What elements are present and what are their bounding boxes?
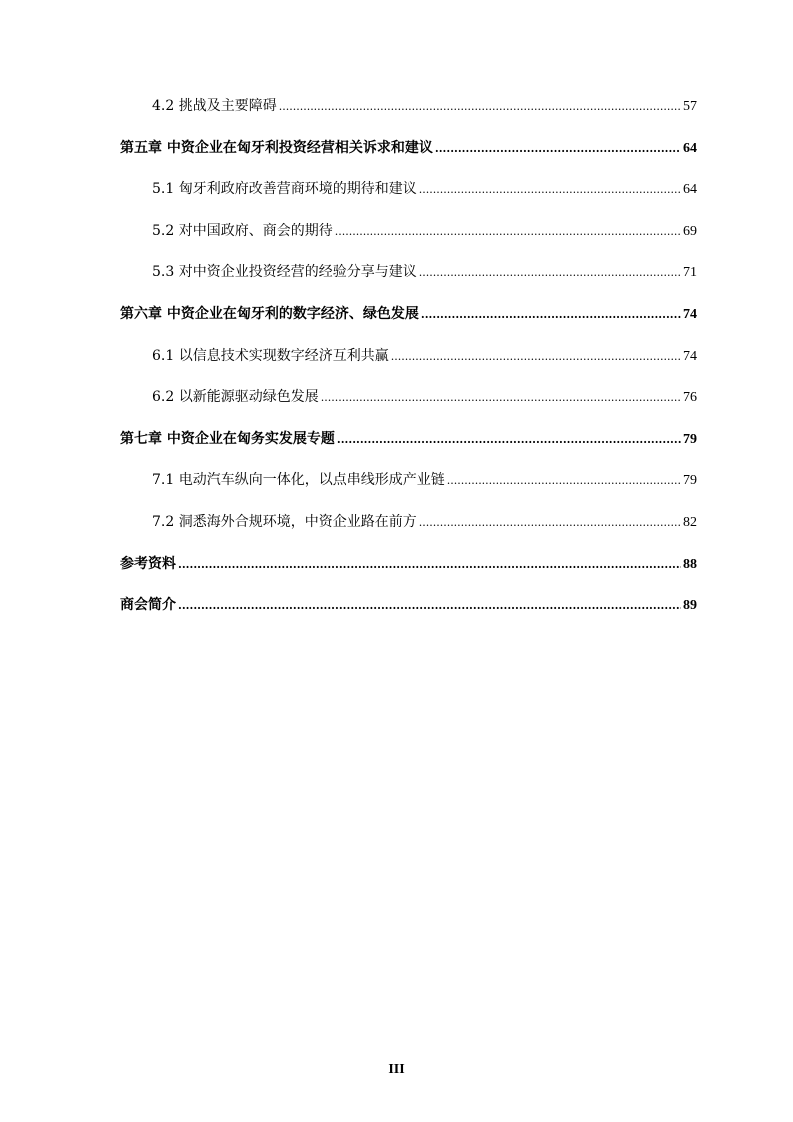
toc-entry-title: 商会简介 [120, 597, 176, 614]
toc-dot-leader [391, 346, 681, 367]
toc-entry-title: 5.1 匈牙利政府改善营商环境的期待和建议 [152, 181, 417, 198]
toc-dot-leader [447, 470, 681, 491]
toc-entry-title: 5.3 对中资企业投资经营的经验分享与建议 [152, 264, 417, 281]
toc-dot-leader [335, 221, 681, 242]
toc-chapter-6[interactable] [120, 304, 697, 346]
toc-entry-page: 74 [683, 306, 697, 322]
toc-entry-title: 7.2 洞悉海外合规环境，中资企业路在前方 [152, 513, 417, 530]
toc-entry-7-1[interactable] [120, 470, 697, 512]
toc-references[interactable] [120, 554, 697, 596]
toc-entry-title: 4.2 挑战及主要障碍 [152, 98, 277, 114]
toc-entry-page: 64 [683, 182, 697, 198]
toc-dot-leader [321, 387, 681, 408]
toc-entry-page: 74 [683, 348, 697, 364]
toc-dot-leader [419, 512, 681, 533]
toc-dot-leader [435, 138, 681, 159]
toc-entry-page: 88 [683, 556, 697, 572]
toc-entry-title: 参考资料 [120, 555, 176, 572]
toc-entry-title: 6.1 以信息技术实现数字经济互利共赢 [152, 347, 389, 364]
toc-dot-leader [421, 304, 681, 325]
toc-entry-6-2[interactable] [120, 387, 697, 429]
toc-entry-title: 6.2 以新能源驱动绿色发展 [152, 389, 319, 406]
toc-dot-leader [279, 96, 681, 117]
toc-dot-leader [419, 262, 681, 283]
toc-entry-page: 82 [683, 514, 697, 530]
toc-entry-title: 5.2 对中国政府、商会的期待 [152, 222, 333, 239]
toc-entry-page: 71 [683, 265, 697, 281]
toc-entry-4-2[interactable] [120, 96, 697, 138]
toc-entry-page: 57 [683, 99, 697, 114]
toc-chamber-intro[interactable] [120, 595, 697, 637]
page-number: III [388, 1062, 405, 1077]
toc-dot-leader [337, 429, 681, 450]
toc-entry-title: 7.1 电动汽车纵向一体化，以点串线形成产业链 [152, 472, 445, 489]
toc-entry-page: 79 [683, 431, 697, 447]
table-of-contents [120, 96, 697, 637]
toc-chapter-7[interactable] [120, 429, 697, 471]
toc-dot-leader [178, 554, 681, 575]
toc-entry-5-1[interactable] [120, 179, 697, 221]
toc-entry-title: 第六章 中资企业在匈牙利的数字经济、绿色发展 [120, 305, 419, 322]
toc-entry-page: 76 [683, 390, 697, 406]
toc-entry-title: 第七章 中资企业在匈务实发展专题 [120, 430, 335, 447]
toc-entry-title: 第五章 中资企业在匈牙利投资经营相关诉求和建议 [120, 139, 433, 156]
toc-entry-7-2[interactable] [120, 512, 697, 554]
toc-entry-page: 69 [683, 223, 697, 239]
toc-entry-6-1[interactable] [120, 346, 697, 388]
toc-dot-leader [419, 179, 681, 200]
toc-entry-page: 89 [683, 598, 697, 614]
toc-dot-leader [178, 595, 681, 616]
toc-entry-5-3[interactable] [120, 262, 697, 304]
toc-entry-page: 79 [683, 473, 697, 489]
toc-chapter-5[interactable] [120, 138, 697, 180]
toc-entry-5-2[interactable] [120, 221, 697, 263]
toc-entry-page: 64 [683, 140, 697, 156]
